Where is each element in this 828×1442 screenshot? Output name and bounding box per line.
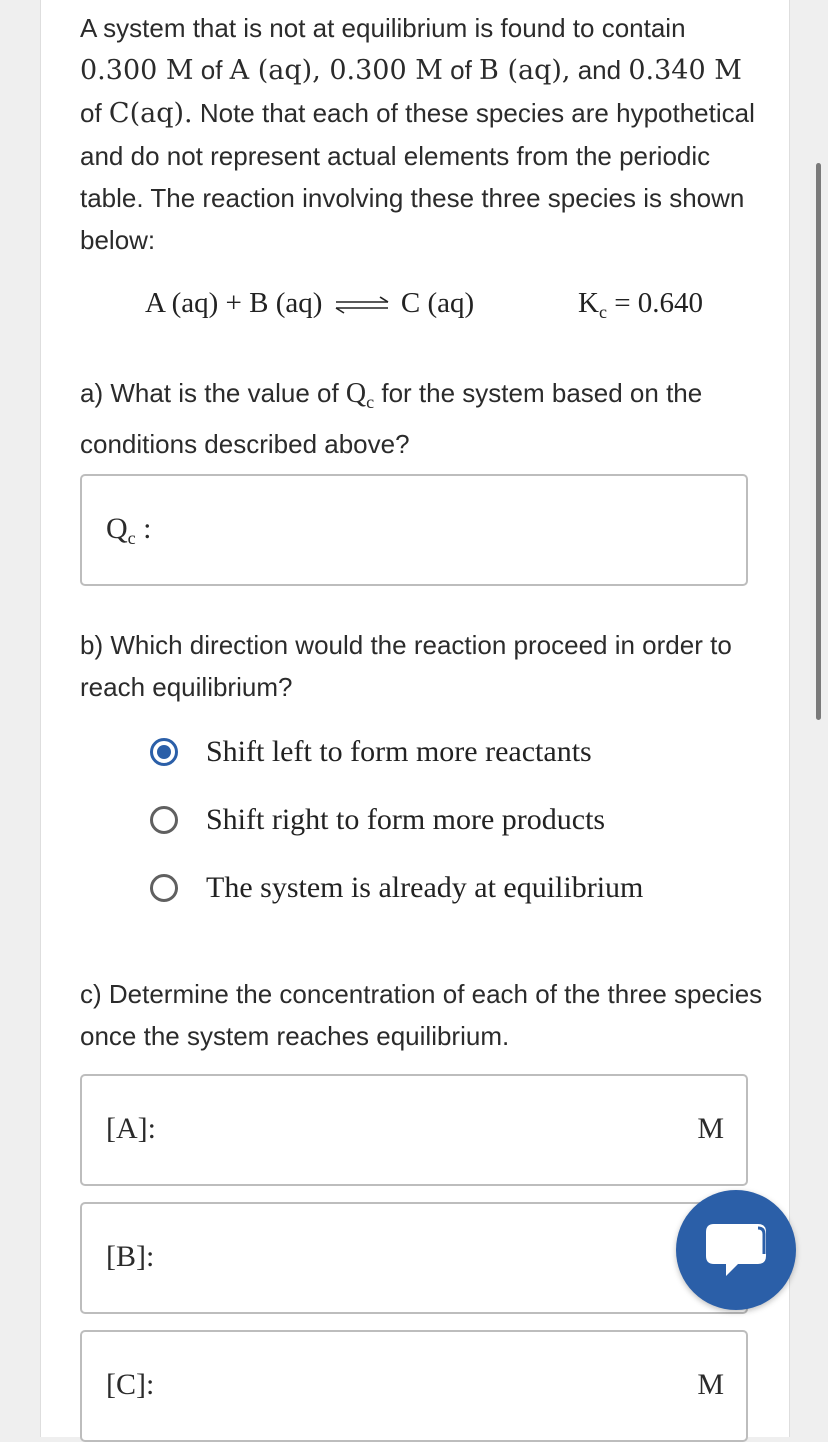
part-b-question: b) Which direction would the reaction proceed in order to reach equilibrium? bbox=[80, 630, 732, 702]
reaction-product: C (aq) bbox=[400, 287, 475, 319]
reaction-equation bbox=[145, 287, 474, 320]
concentration-c-label: [C]: bbox=[106, 1368, 155, 1401]
part-c-question: c) Determine the concentration of each of the three species once the system reaches equilibrium. bbox=[80, 979, 763, 1051]
radio-icon[interactable] bbox=[150, 874, 178, 902]
chat-button[interactable] bbox=[676, 1190, 796, 1310]
scrollbar[interactable] bbox=[816, 163, 821, 720]
option-shift-left[interactable] bbox=[150, 732, 592, 772]
option-label: Shift right to form more products bbox=[206, 803, 606, 836]
reaction-reactants: A (aq) + B (aq) bbox=[145, 287, 323, 319]
chat-bubble-icon bbox=[704, 1220, 768, 1282]
option-label: The system is already at equilibrium bbox=[206, 871, 644, 904]
unit-label: M bbox=[697, 1112, 724, 1145]
intro-text: A system that is not at equilibrium is found to contain 0.300 M of A (aq), 0.300 M of B (aq), and 0.340 M of C(aq). Note that each of these species are hypothetical and do not represent actual elements from the periodic table. The reaction involving these three species is shown below: bbox=[80, 13, 755, 255]
equilibrium-constant: $K_c = 0.640$ bbox=[578, 287, 704, 322]
concentration-c-input[interactable] bbox=[80, 1330, 748, 1442]
option-at-equilibrium[interactable] bbox=[150, 868, 643, 908]
option-label: Shift left to form more reactants bbox=[206, 735, 592, 768]
radio-selected-icon[interactable] bbox=[150, 738, 178, 766]
qc-input[interactable] bbox=[80, 474, 748, 586]
concentration-a-label: [A]: bbox=[106, 1112, 156, 1145]
radio-icon[interactable] bbox=[150, 806, 178, 834]
concentration-a-input[interactable] bbox=[80, 1074, 748, 1186]
equilibrium-arrow-icon bbox=[334, 296, 390, 314]
concentration-b-label: [B]: bbox=[106, 1240, 155, 1273]
concentration-b-input[interactable] bbox=[80, 1202, 748, 1314]
qc-input-label: $Q_c$ : bbox=[106, 512, 152, 548]
part-a-question: a) What is the value of $Q_c$ for the system based on the conditions described above? bbox=[80, 378, 703, 459]
unit-label: M bbox=[697, 1368, 724, 1401]
option-shift-right[interactable] bbox=[150, 800, 605, 840]
